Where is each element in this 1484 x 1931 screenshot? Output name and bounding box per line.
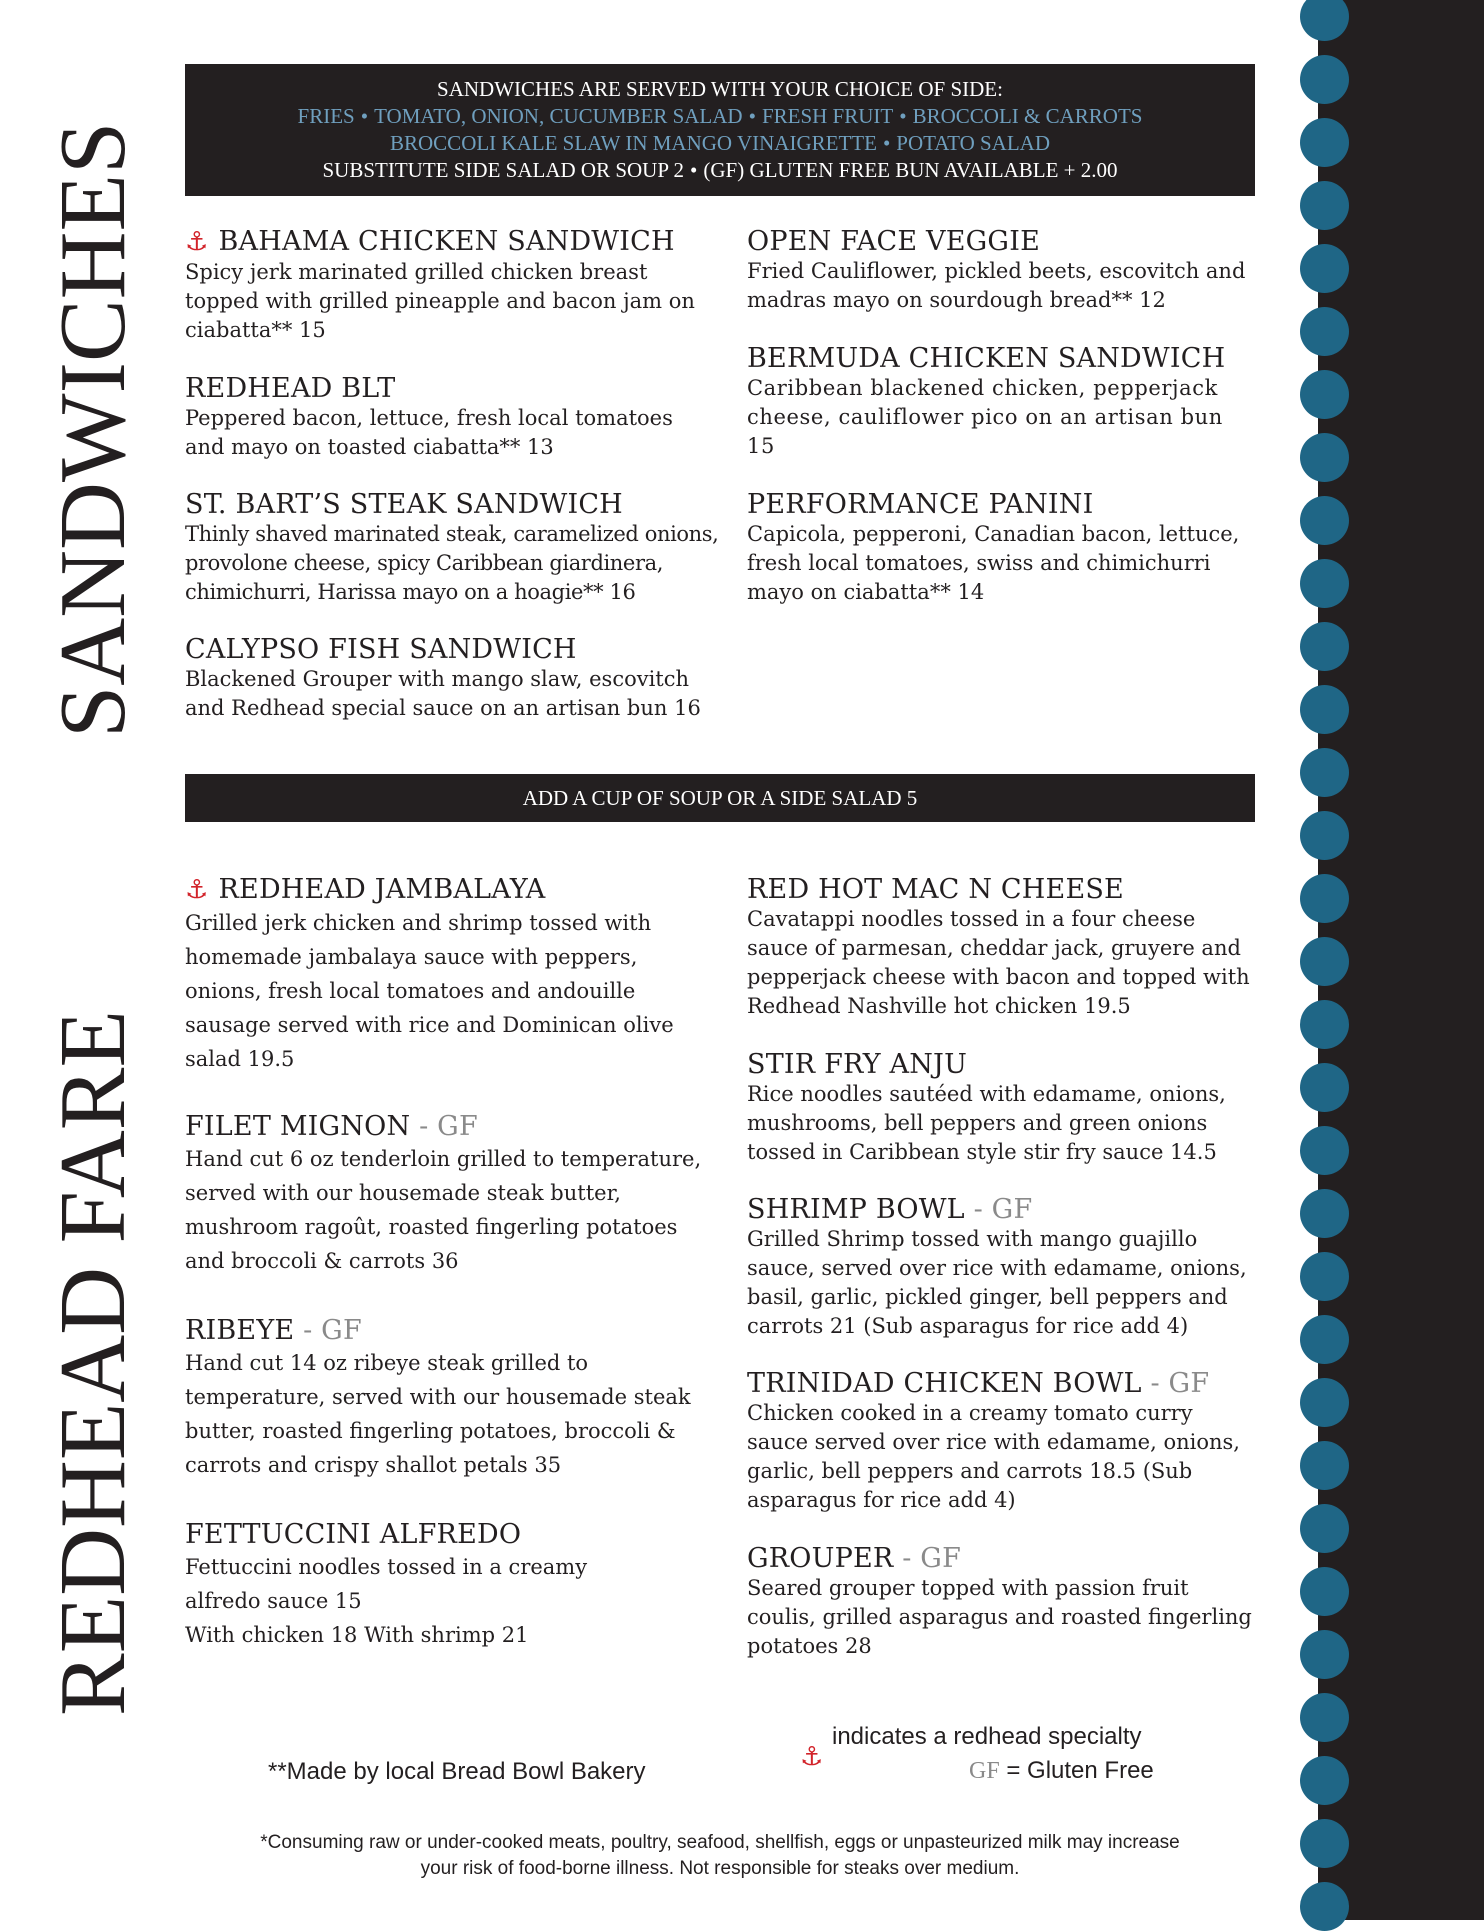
decorative-dot — [1300, 1693, 1349, 1742]
banner-heading: SANDWICHES ARE SERVED WITH YOUR CHOICE OF SIDE: — [437, 77, 1003, 101]
decorative-dot — [1300, 496, 1349, 545]
decorative-dot — [1300, 307, 1349, 356]
menu-item — [747, 1368, 1257, 1515]
banner-sides-row1 — [185, 103, 1255, 130]
item-description: Thinly shaved marinated steak, caramelized onions, provolone cheese, spicy Caribbean giardinera, chimichurri, Harissa mayo on a hoagie** 16 — [185, 522, 719, 604]
bakery-note: **Made by local Bread Bowl Bakery — [268, 1758, 646, 1785]
gf-text: = Gluten Free — [999, 1757, 1154, 1784]
substitute-note: SUBSTITUTE SIDE SALAD OR SOUP 2 — [322, 158, 684, 182]
decorative-dot — [1300, 1567, 1349, 1616]
decorative-dot — [1300, 811, 1349, 860]
decorative-dot — [1300, 118, 1349, 167]
decorative-dot — [1300, 1378, 1349, 1427]
side-option: FRIES — [297, 104, 355, 128]
menu-item — [747, 489, 1257, 607]
item-description: Peppered bacon, lettuce, fresh local tomatoes and mayo on toasted ciabatta** 13 — [185, 406, 673, 459]
item-name: FILET MIGNON — [185, 1111, 411, 1142]
item-name: RED HOT MAC N CHEESE — [747, 874, 1124, 905]
menu-item — [185, 1315, 705, 1482]
menu-item — [747, 226, 1257, 315]
decorative-dot — [1300, 1000, 1349, 1049]
bullet: • — [899, 104, 907, 128]
decorative-dot — [1300, 1189, 1349, 1238]
decorative-dot — [1300, 937, 1349, 986]
bullet: • — [882, 131, 891, 155]
decorative-dot — [1300, 370, 1349, 419]
legend — [800, 1720, 1154, 1784]
item-name: RIBEYE — [185, 1315, 295, 1346]
item-name: STIR FRY ANJU — [747, 1049, 968, 1080]
decorative-dot — [1300, 1252, 1349, 1301]
decorative-dot — [1300, 559, 1349, 608]
menu-item — [185, 226, 725, 345]
side-option: POTATO SALAD — [896, 131, 1050, 155]
menu-item — [185, 1111, 705, 1278]
decorative-dot — [1300, 1063, 1349, 1112]
banner-substitutions — [185, 157, 1255, 184]
item-name: FETTUCCINI ALFREDO — [185, 1519, 522, 1550]
gf-tag: - GF — [893, 1543, 961, 1574]
item-description: Caribbean blackened chicken, pepperjack cheese, cauliflower pico on an artisan bun 15 — [747, 376, 1223, 458]
side-option: TOMATO, ONION, CUCUMBER SALAD — [374, 104, 743, 128]
bullet: • — [690, 158, 698, 182]
section-title-redhead-fare: REDHEAD FARE — [41, 1010, 145, 1716]
item-name: CALYPSO FISH SANDWICH — [185, 634, 577, 665]
bullet: • — [748, 104, 756, 128]
side-option: BROCCOLI KALE SLAW IN MANGO VINAIGRETTE — [390, 131, 877, 155]
menu-item — [185, 1519, 615, 1652]
item-description: Grilled jerk chicken and shrimp tossed with homemade jambalaya sauce with peppers, onions, fresh local tomatoes and andouille sausage served with rice and Dominican olive salad 19.5 — [185, 911, 674, 1071]
decorative-dot — [1300, 685, 1349, 734]
item-name: PERFORMANCE PANINI — [747, 489, 1094, 520]
food-safety-disclaimer — [185, 1830, 1255, 1882]
decorative-dot — [1300, 1126, 1349, 1175]
item-name: BAHAMA CHICKEN SANDWICH — [218, 226, 675, 257]
item-description: Hand cut 14 oz ribeye steak grilled to temperature, served with our housemade steak butter, roasted fingerling potatoes, broccoli & carrots and crispy shallot petals 35 — [185, 1351, 691, 1477]
legend-gluten-free — [969, 1754, 1154, 1788]
gf-tag: - GF — [1141, 1368, 1210, 1399]
decorative-dot — [1300, 55, 1349, 104]
item-description: Capicola, pepperoni, Canadian bacon, lettuce, fresh local tomatoes, swiss and chimichurri mayo on ciabatta** 14 — [747, 522, 1240, 604]
menu-item — [747, 874, 1257, 1021]
item-name: GROUPER — [747, 1543, 894, 1574]
decorative-dot — [1300, 433, 1349, 482]
sides-banner — [185, 64, 1255, 196]
item-description: Rice noodles sautéed with edamame, onions, mushrooms, bell peppers and green onions tossed in Caribbean style stir fry sauce 14.5 — [747, 1082, 1226, 1164]
decorative-dot — [1300, 1504, 1349, 1553]
item-description: Spicy jerk marinated grilled chicken breast topped with grilled pineapple and bacon jam on ciabatta** 15 — [185, 260, 695, 342]
item-description: Hand cut 6 oz tenderloin grilled to temperature, served with our housemade steak butter, mushroom ragoût, roasted fingerling potatoes and broccoli & carrots 36 — [185, 1147, 702, 1273]
bullet: • — [360, 104, 369, 128]
legend-specialty: indicates a redhead specialty — [832, 1723, 1142, 1750]
anchor-icon: ⚓ — [185, 227, 209, 257]
decorative-dot — [1300, 1441, 1349, 1490]
item-name: SHRIMP BOWL — [747, 1194, 965, 1225]
menu-item — [185, 489, 725, 607]
decorative-dot — [1300, 1756, 1349, 1805]
menu-item — [747, 1049, 1257, 1167]
item-description: Grilled Shrimp tossed with mango guajillo sauce, served over rice with edamame, onions, basil, garlic, pickled ginger, bell peppers and carrots 21 (Sub asparagus for rice add 4) — [747, 1227, 1247, 1338]
menu-item — [747, 1194, 1257, 1341]
decorative-dot — [1300, 1315, 1349, 1364]
item-addons: With chicken 18 With shrimp 21 — [185, 1623, 529, 1647]
item-name: OPEN FACE VEGGIE — [747, 226, 1040, 257]
decorative-dot — [1300, 0, 1349, 41]
menu-item — [747, 1543, 1257, 1661]
item-name: REDHEAD JAMBALAYA — [218, 874, 546, 905]
decorative-dot — [1300, 1819, 1349, 1868]
decorative-dot — [1300, 1882, 1349, 1931]
item-name: ST. BART’S STEAK SANDWICH — [185, 489, 623, 520]
soup-salad-addon: ADD A CUP OF SOUP OR A SIDE SALAD 5 — [185, 774, 1255, 822]
decorative-dot — [1300, 181, 1349, 230]
disclaimer-line: *Consuming raw or under-cooked meats, poultry, seafood, shellfish, eggs or unpasteurized milk may increase — [260, 1832, 1180, 1853]
decorative-dots — [1300, 0, 1350, 1920]
decorative-dot — [1300, 748, 1349, 797]
decorative-dot — [1300, 244, 1349, 293]
section-title-sandwiches: SANDWICHES — [41, 121, 145, 738]
item-name: BERMUDA CHICKEN SANDWICH — [747, 343, 1226, 374]
gf-tag: - GF — [964, 1194, 1033, 1225]
item-description: Chicken cooked in a creamy tomato curry sauce served over rice with edamame, onions, garlic, bell peppers and carrots 18.5 (Sub asparagus for rice add 4) — [747, 1401, 1240, 1512]
item-description: Blackened Grouper with mango slaw, escovitch and Redhead special sauce on an artisan bun 16 — [185, 667, 701, 720]
banner-sides-row2 — [185, 130, 1255, 157]
anchor-icon: ⚓ — [800, 1742, 824, 1772]
decorative-dot — [1300, 874, 1349, 923]
item-description: Cavatappi noodles tossed in a four cheese sauce of parmesan, cheddar jack, gruyere and pepperjack cheese with bacon and topped with Redhead Nashville hot chicken 19.5 — [747, 907, 1250, 1018]
item-description: Seared grouper topped with passion fruit coulis, grilled asparagus and roasted fingerling potatoes 28 — [747, 1576, 1252, 1658]
disclaimer-line: your risk of food-borne illness. Not responsible for steaks over medium. — [420, 1858, 1020, 1879]
decorative-dot — [1300, 1630, 1349, 1679]
gluten-free-bun-note: (GF) GLUTEN FREE BUN AVAILABLE + 2.00 — [703, 158, 1118, 182]
menu-item — [747, 343, 1257, 461]
anchor-icon: ⚓ — [185, 875, 209, 905]
item-name: TRINIDAD CHICKEN BOWL — [747, 1368, 1142, 1399]
gf-tag: - GF — [410, 1111, 478, 1142]
side-option: BROCCOLI & CARROTS — [912, 104, 1143, 128]
decorative-dot — [1300, 622, 1349, 671]
menu-item — [185, 874, 705, 1076]
menu-item — [185, 373, 715, 462]
menu-item — [185, 634, 725, 723]
side-option: FRESH FRUIT — [761, 104, 894, 128]
gf-tag: - GF — [294, 1315, 362, 1346]
gf-abbr: GF — [969, 1758, 1000, 1784]
item-description: Fettuccini noodles tossed in a creamy alfredo sauce 15 — [185, 1555, 588, 1613]
item-name: REDHEAD BLT — [185, 373, 396, 404]
item-description: Fried Cauliflower, pickled beets, escovitch and madras mayo on sourdough bread** 12 — [747, 259, 1246, 312]
